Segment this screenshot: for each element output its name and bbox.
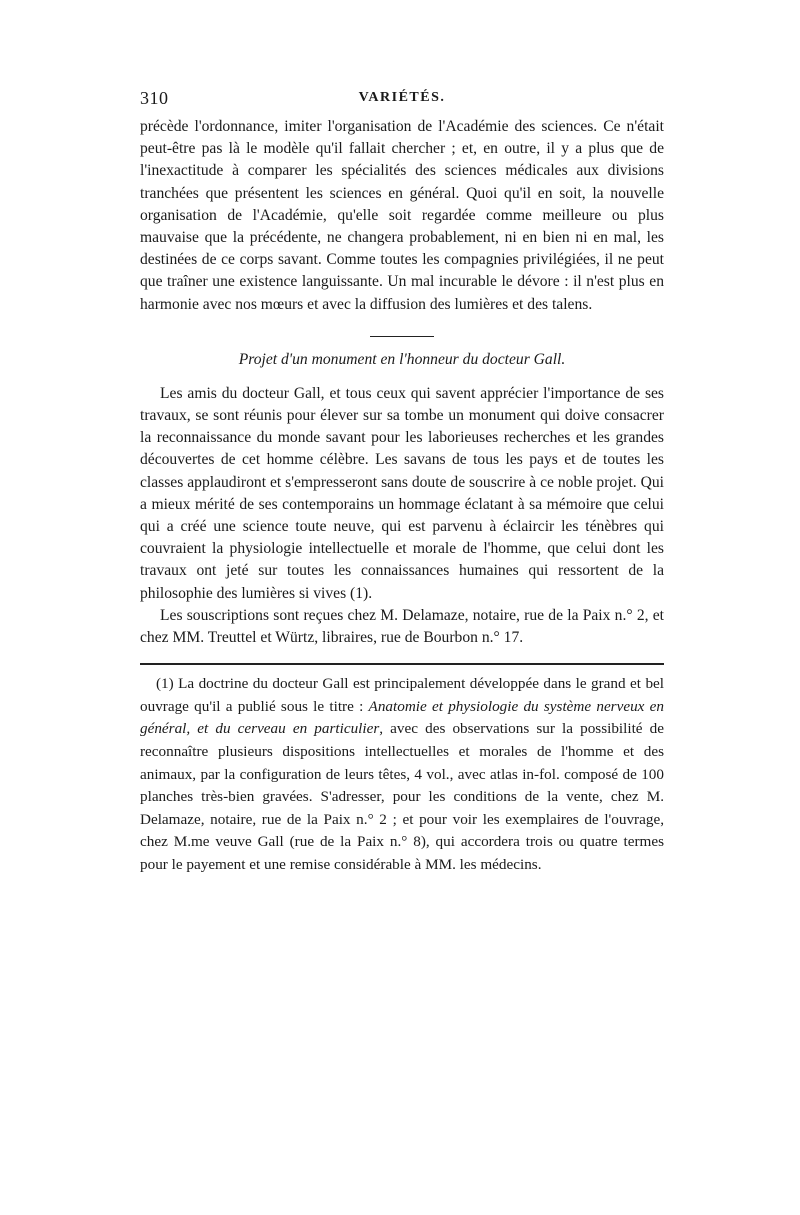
footnote xyxy=(140,673,664,876)
running-title: VARIÉTÉS. xyxy=(358,90,446,105)
section-paragraph-1: Les amis du docteur Gall, et tous ceux qui savent apprécier l'importance de ses travaux, se sont réunis pour élever sur sa tombe un monument qui doive consacrer la reconnaissance du monde savant pour les laborieuses recherches et les grandes découvertes de cet homme célèbre. Les savans de tous les pays et de toutes les classes applaudiront et s'empresseront sans doute de souscrire à ce noble projet. Qui a mieux mérité de ses contemporains un hommage éclatant à sa mémoire que celui qui a créé une science toute neuve, qui est parvenu à éclaircir les ténèbres qui couvraient la physiologie intellectuelle et morale de l'homme, que celui dont les travaux ont jeté sur toutes les connaissances humaines qui ressortent de la philosophie des lumières si vives (1). xyxy=(140,384,664,602)
footnote-rule xyxy=(140,663,664,665)
intro-text xyxy=(140,116,664,316)
intro-paragraph: précède l'ordonnance, imiter l'organisation de l'Académie des sciences. Ce n'était peut-être pas là le modèle qu'il fallait chercher ; et, en outre, il y a plus que de l'inexactitude à comparer les spécialités des sciences médicales aux divisions tranchées que présentent les sciences en général. Quoi qu'il en soit, la nouvelle organisation de l'Académie, qu'elle soit regardée comme meilleure ou plus mauvaise que la précédente, ne changera probablement, ni en bien ni en mal, les destinées de ce corps savant. Comme toutes les compagnies privilégiées, il ne peut que traîner une existence languissante. Un mal incurable le dévore : il n'est plus en harmonie avec nos mœurs et avec la diffusion des lumières et des talens. xyxy=(140,118,664,313)
footnote-paragraph xyxy=(140,673,664,876)
footnote-part-1: (1) La doctrine du docteur Gall est principalement développée dans le grand et bel ouvrage qu'il a publié sous le titre : xyxy=(140,675,664,715)
section-body xyxy=(140,383,664,649)
section-divider xyxy=(370,336,434,337)
page-number: 310 xyxy=(140,88,169,108)
footnote-part-2: , avec des observations sur la possibilité de reconnaître plusieurs dispositions intellectuelles et morales de l'homme et des animaux, par la configuration de leurs têtes, 4 vol., avec atlas in-fol. composé de 100 planches très-bien gravées. S'adresser, pour les conditions de la vente, chez M. Delamaze, notaire, rue de la Paix n.° 2 ; et pour voir les exemplaires de l'ouvrage, chez M.me veuve Gall (rue de la Paix n.° 8), qui accordera trois ou quatre termes pour le payement et une remise considérable à MM. les médecins. xyxy=(140,720,664,874)
section-paragraph-2: Les souscriptions sont reçues chez M. Delamaze, notaire, rue de la Paix n.° 2, et chez MM. Treuttel et Würtz, libraires, rue de Bourbon n.° 17. xyxy=(140,606,664,647)
section-title: Projet d'un monument en l'honneur du docteur Gall. xyxy=(238,350,566,368)
footnote-book-title: Anatomie et physiologie du système nerveux en général, et du cerveau en particulier xyxy=(140,697,664,738)
book-page xyxy=(140,88,664,877)
running-head xyxy=(140,88,664,116)
